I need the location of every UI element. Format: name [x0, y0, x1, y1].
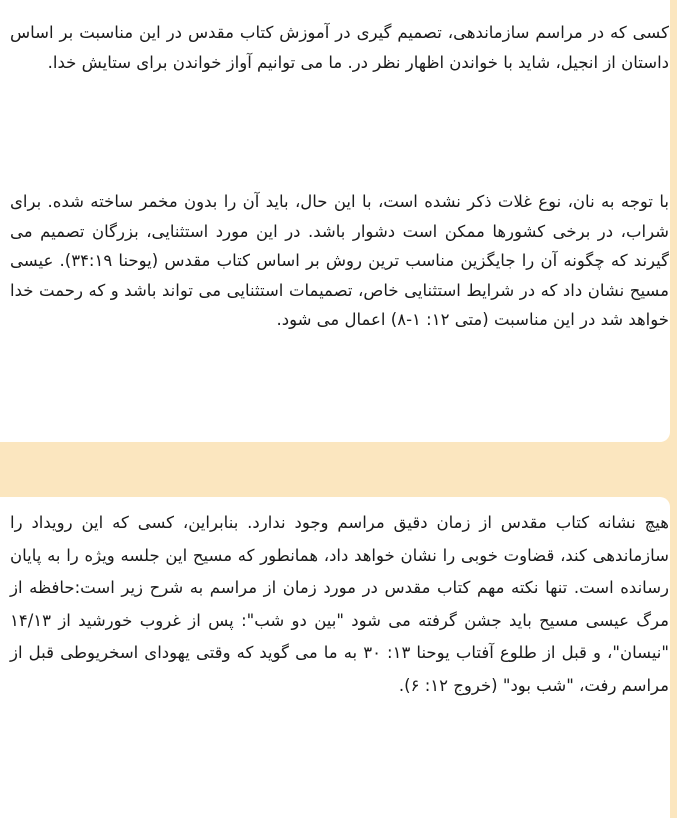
- paragraph-ceremony-timing: هیچ نشانه کتاب مقدس از زمان دقیق مراسم وجود ندارد. بنابراین، کسی که این رویداد را سازماندهی کند، قضاوت خوبی را نشان خواهد داد، همانطور که مسیح این جلسه ویژه را به پایان رسانده است. تنها نکته مهم کتاب مقدس در مورد زمان از مراسم به شرح زیر است:حافظه از مرگ عیسی مسیح باید جشن گرفته می شود "بین دو شب": پس از غروب خورشید از ۱۴/۱۳ "نیسان"، و قبل از طلوع آفتاب یوحنا ۱۳: ۳۰ به ما می گوید که وقتی یهودای اسخریوطی قبل از مراسم رفت، "شب بود" (خروج ۱۲: ۶).: [10, 513, 669, 695]
- paragraph-bread-and-wine: با توجه به نان، نوع غلات ذکر نشده است، با این حال، باید آن را بدون مخمر ساخته شده. برای شراب، در برخی کشورها ممکن است دشوار باشد. در این مورد استثنایی، بزرگان تصمیم می گیرند که چگونه آن را جایگزین مناسب ترین روش بر اساس کتاب مقدس (یوحنا ۳۴:۱۹). عیسی مسیح نشان داد که در شرایط استثنایی خاص، تصمیمات استثنایی می تواند باشد و که رحمت خدا خواهد شد در این مناسبت (متی ۱۲: ۱-۸) اعمال می شود.: [10, 192, 669, 329]
- paragraph-ceremony-organization: کسی که در مراسم سازماندهی، تصمیم گیری در آموزش کتاب مقدس در این مناسبت بر اساس داستان از انجیل، شاید با خواندن اظهار نظر در. ما می توانیم آواز خواندن برای ستایش خدا.: [10, 23, 669, 72]
